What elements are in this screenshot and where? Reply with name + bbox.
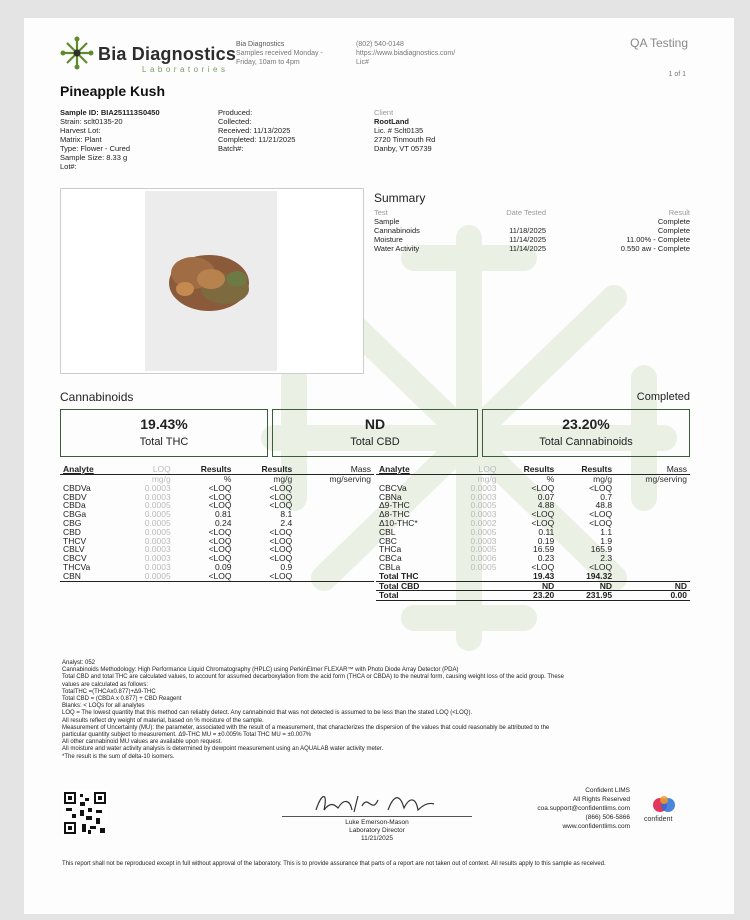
analyte-mass (295, 484, 374, 493)
analyte-name: CBLa (379, 561, 401, 572)
methodology-notes (62, 660, 682, 761)
analyte-row (376, 484, 690, 493)
analyte-name: CBG (63, 517, 82, 528)
col-loq: LOQ (449, 464, 499, 475)
report-page (24, 18, 734, 914)
lab-website[interactable]: https://www.biadiagnostics.com/ (356, 50, 456, 57)
analyte-mass (615, 493, 690, 502)
analyte-loq: 0.0006 (470, 553, 497, 564)
cannabinoids-status: Completed (636, 391, 690, 403)
note-line: values are calculated as follows: (62, 681, 149, 688)
analyte-pct: 0.24 (214, 517, 232, 528)
analyte-mass (295, 510, 374, 519)
analyte-mg: 2.3 (600, 553, 613, 564)
note-line: All results reflect dry weight of material, based on % moisture of the sample. (62, 717, 264, 724)
analyte-mass (615, 484, 690, 493)
total-pct: ND (499, 581, 557, 591)
summary-row (374, 235, 690, 244)
col-mass: Mass (615, 464, 690, 475)
analyte-mass (295, 554, 374, 563)
analyte-mg: <LOQ (589, 517, 613, 528)
analyte-loq: 0.0003 (144, 553, 171, 564)
analyte-loq: 0.0005 (470, 561, 497, 572)
sample-photo (145, 191, 277, 371)
col-results-pct: Results (499, 464, 557, 475)
sample-id: Sample ID: BIA251113S0450 (60, 108, 160, 117)
total-mg: ND (557, 581, 615, 591)
cannabinoids-title: Cannabinoids (60, 390, 134, 404)
analyte-name: CBNa (379, 491, 402, 502)
cannabis-flower-icon (145, 191, 277, 371)
total-pct: 23.20 (499, 591, 557, 601)
unit-pct: % (546, 474, 555, 484)
unit-mass: mg/serving (645, 474, 687, 484)
analyte-mass (615, 545, 690, 554)
note-line: Blanks: < LOQs for all analytes (62, 703, 145, 710)
qa-testing-label: QA Testing (630, 36, 688, 50)
analyte-mass (615, 537, 690, 546)
analyte-name: CBDVa (63, 482, 91, 493)
analyte-mg: <LOQ (269, 544, 293, 555)
col-analyte: Analyte (60, 464, 121, 475)
analyte-row (60, 572, 374, 581)
analyte-row (376, 519, 690, 528)
analyte-pct: 0.07 (537, 491, 555, 502)
analyte-pct: <LOQ (208, 491, 232, 502)
summary-date: 11/14/2025 (509, 235, 547, 244)
lab-name: Bia Diagnostics (236, 41, 285, 48)
analyte-mass (295, 537, 374, 546)
total-row (376, 572, 690, 581)
total-cannabinoids-box (482, 409, 690, 457)
note-line: TotalTHC =(THCAx0.877)+Δ9-THC (62, 688, 156, 695)
summary-result: 11.00% - Complete (626, 235, 690, 244)
analyte-pct: 0.09 (214, 561, 232, 572)
analyte-loq: 0.0005 (121, 572, 174, 581)
analyte-loq: 0.0003 (144, 491, 171, 502)
client-address-1: 2720 Tinmouth Rd (374, 135, 436, 144)
total-thc-label: Total THC (139, 436, 189, 448)
total-cannabinoids-value: 23.20% (562, 416, 610, 432)
analyte-loq: 0.0005 (470, 500, 497, 511)
analyte-name: Δ9-THC (379, 500, 410, 511)
col-analyte: Analyte (376, 464, 449, 475)
analyte-mass (295, 563, 374, 572)
analyte-pct: 0.19 (537, 535, 555, 546)
analyte-name: CBL (379, 526, 396, 537)
note-line: Total CBD = (CBDA x 0.877) + CBD Reagent (62, 696, 182, 703)
analyte-row (376, 545, 690, 554)
col-results-mg: Results (557, 464, 615, 475)
analyte-pct: <LOQ (174, 572, 235, 581)
analyte-mg: 1.9 (600, 535, 613, 546)
cannabinoid-table-left (60, 464, 374, 582)
page-number: 1 of 1 (668, 71, 686, 78)
unit-loq: mg/g (151, 474, 171, 484)
date-received: Received: 11/13/2025 (218, 126, 291, 135)
analyte-pct: <LOQ (208, 500, 232, 511)
analyte-loq: 0.0005 (144, 509, 171, 520)
sample-lot: Lot#: (60, 162, 77, 171)
analyte-mass (295, 528, 374, 537)
total-thc-value: 19.43% (140, 416, 188, 432)
analyte-mass (295, 519, 374, 528)
summary-col-test: Test (374, 208, 388, 217)
analyte-name: CBN (60, 572, 121, 581)
lims-name: Confident LIMS (585, 787, 630, 794)
analyte-mg: <LOQ (269, 482, 293, 493)
analyte-pct: <LOQ (208, 535, 232, 546)
analyte-name: THCVa (63, 561, 91, 572)
analyte-name: CBDa (63, 500, 86, 511)
signer-date: 11/21/2025 (360, 835, 394, 842)
footer-disclaimer: This report shall not be reproduced except in full without approval of the laboratory. This is to provide assurance that parts of a report are not taken out of context. All results apply to this sample as received. (62, 861, 606, 867)
analyte-name: THCa (379, 544, 402, 555)
total-cbd-label: Total CBD (350, 436, 400, 448)
summary-row (374, 226, 690, 235)
batch-number: Batch#: (218, 144, 244, 153)
analyte-name: CBC (379, 535, 397, 546)
note-line: Total CBD and total THC are calculated values, to account for assumed decarboxylation from the acid form (THCA or CBDA) to the neutral form, causing weight loss of the acid group. These (62, 674, 565, 681)
unit-loq: mg/g (477, 474, 497, 484)
summary-test: Water Activity (374, 244, 420, 253)
analyte-loq: 0.0002 (470, 517, 497, 528)
analyte-loq: 0.0005 (144, 517, 171, 528)
summary-row (374, 217, 690, 226)
analyte-pct: <LOQ (531, 509, 555, 520)
analyte-mass (615, 519, 690, 528)
analyte-mg: 8.1 (280, 509, 293, 520)
note-line: Measurement of Uncertainty (MU): the parameter, associated with the result of a measurement, that characterizes the dispersion of the values that could reasonably be attributed to the (62, 724, 550, 731)
note-line: All other cannabinoid MU values are available upon request. (62, 739, 223, 746)
client-address-2: Danby, VT 05739 (374, 144, 432, 153)
analyte-loq: 0.0003 (470, 535, 497, 546)
analyte-loq: 0.0003 (470, 482, 497, 493)
client-name: RootLand (374, 117, 409, 126)
date-produced: Produced: (218, 108, 253, 117)
total-mg: 231.95 (557, 591, 615, 601)
lims-website[interactable]: www.confidentlims.com (562, 823, 630, 830)
summary-row (374, 244, 690, 253)
summary-table (374, 208, 690, 253)
analyte-name: CBCV (63, 553, 87, 564)
analyte-pct: 0.11 (538, 526, 555, 537)
analyte-mass (295, 545, 374, 554)
summary-result: 0.550 aw - Complete (620, 244, 690, 253)
product-name: Pineapple Kush (60, 83, 166, 99)
analyte-mg: <LOQ (269, 500, 293, 511)
lims-email[interactable]: coa.support@confidentlims.com (537, 805, 630, 812)
analyte-pct: <LOQ (531, 561, 555, 572)
note-line: Analyst: 052 (62, 660, 96, 666)
note-line: All moisture and water activity analysis is determined by dewpoint measurement using an AQUALAB water activity meter. (62, 746, 384, 753)
analyte-mg: <LOQ (269, 526, 293, 537)
analyte-mg: <LOQ (234, 572, 295, 581)
summary-date (459, 217, 562, 226)
analyte-loq: 0.0003 (144, 561, 171, 572)
col-mass: Mass (295, 464, 374, 475)
total-name: Total (376, 591, 449, 601)
bia-logo-icon (60, 36, 94, 70)
client-label: Client (374, 108, 394, 117)
analyte-pct: 0.81 (214, 509, 232, 520)
analyte-mg: 165.9 (590, 544, 613, 555)
analyte-mg: <LOQ (589, 482, 613, 493)
analyte-pct: 0.23 (537, 553, 555, 564)
summary-test: Moisture (374, 235, 403, 244)
analyte-loq: 0.0005 (470, 544, 497, 555)
col-results-mg: Results (234, 464, 295, 475)
analyte-loq: 0.0003 (144, 535, 171, 546)
analyte-row (376, 528, 690, 537)
total-cbd-box (272, 409, 478, 457)
analyte-name: Δ8-THC (379, 509, 410, 520)
analyte-mg: 48.8 (595, 500, 613, 511)
summary-col-date: Date Tested (506, 208, 547, 217)
signature-icon (310, 788, 440, 818)
analyte-loq: 0.0003 (144, 544, 171, 555)
analyte-pct: <LOQ (531, 482, 555, 493)
analyte-mass (615, 501, 690, 510)
analyte-mass (615, 528, 690, 537)
sample-strain: Strain: sclt0135-20 (60, 117, 123, 126)
summary-test: Cannabinoids (374, 226, 420, 235)
analyte-pct: 16.59 (533, 544, 555, 555)
analyte-pct: <LOQ (531, 517, 555, 528)
analyte-loq: 0.0005 (144, 500, 171, 511)
signer-title: Laboratory Director (349, 827, 405, 834)
summary-result: Complete (657, 217, 690, 226)
lab-hours-2: Friday, 10am to 4pm (236, 59, 300, 66)
analyte-name: CBCVa (379, 482, 407, 493)
total-mass: 0.00 (615, 591, 690, 601)
total-row (376, 591, 690, 601)
analyte-pct: <LOQ (208, 526, 232, 537)
note-line: LOQ = The lowest quantity that this method can reliably detect. Any cannabinoid that was not detected is assumed to be less than the stated LOQ (<LOQ). (62, 710, 473, 717)
analyte-pct: <LOQ (208, 553, 232, 564)
col-results-pct: Results (174, 464, 235, 475)
summary-date: 11/18/2025 (509, 226, 547, 235)
summary-test: Sample (374, 217, 400, 226)
summary-col-result: Result (668, 208, 690, 217)
total-name: Total THC (376, 572, 449, 581)
analyte-name: Δ10-THC* (379, 517, 418, 528)
analyte-row (376, 493, 690, 502)
col-loq: LOQ (121, 464, 174, 475)
analyte-loq: 0.0003 (470, 509, 497, 520)
total-cannabinoids-label: Total Cannabinoids (539, 436, 633, 448)
lims-phone: (866) 506-5866 (585, 814, 630, 821)
analyte-loq: 0.0005 (470, 526, 497, 537)
analyte-mg: <LOQ (269, 535, 293, 546)
analyte-mass (295, 493, 374, 502)
total-thc-box (60, 409, 268, 457)
lab-license: Lic# (356, 59, 369, 66)
analyte-name: THCV (63, 535, 87, 546)
analyte-name: CBDV (63, 491, 87, 502)
note-line: particular quantity subject to measurement. Δ9-THC MU = ±0.005% Total THC MU = ±0.007% (62, 732, 312, 739)
total-mass: ND (615, 581, 690, 591)
confident-brand: confident (644, 816, 673, 823)
summary-title: Summary (374, 191, 426, 205)
unit-mg: mg/g (593, 474, 613, 484)
qr-code-icon[interactable] (62, 790, 108, 836)
analyte-pct: <LOQ (208, 544, 232, 555)
lab-hours-1: Samples received Monday - (236, 50, 323, 57)
analyte-name: CBGa (63, 509, 87, 520)
confident-logo-icon (652, 794, 676, 816)
date-collected: Collected: (218, 117, 252, 126)
analyte-mg: 0.9 (280, 561, 293, 572)
client-license: Lic. # Sclt0135 (374, 126, 424, 135)
total-mg: 194.32 (557, 572, 615, 581)
total-pct: 19.43 (499, 572, 557, 581)
analyte-mg: <LOQ (269, 553, 293, 564)
total-mass (615, 572, 690, 581)
analyte-pct: 4.88 (537, 500, 555, 511)
lab-phone: (802) 540-0148 (356, 41, 404, 48)
brand-name: Bia Diagnostics (98, 44, 237, 64)
sample-size: Sample Size: 8.33 g (60, 153, 128, 162)
analyte-mass (615, 563, 690, 572)
date-completed: Completed: 11/21/2025 (218, 135, 296, 144)
analyte-loq: 0.0003 (144, 482, 171, 493)
sample-type: Type: Flower - Cured (60, 144, 131, 153)
analyte-mass (295, 572, 374, 581)
analyte-name: CBLV (63, 544, 85, 555)
analyte-name: CBCa (379, 553, 402, 564)
analyte-mg: 1.1 (600, 526, 613, 537)
sample-harvest: Harvest Lot: (60, 126, 101, 135)
analyte-mg: <LOQ (589, 509, 613, 520)
analyte-mg: <LOQ (269, 491, 293, 502)
unit-mg: mg/g (273, 474, 293, 484)
sample-photo-frame (60, 188, 364, 374)
analyte-pct: <LOQ (208, 482, 232, 493)
analyte-mg: 0.7 (600, 491, 613, 502)
lims-rights: All Rights Reserved (572, 796, 630, 803)
total-cbd-value: ND (364, 416, 386, 432)
analyte-name: CBD (63, 526, 81, 537)
total-name: Total CBD (376, 581, 449, 591)
unit-pct: % (223, 474, 232, 484)
summary-date: 11/14/2025 (509, 244, 547, 253)
analyte-mass (615, 554, 690, 563)
analyte-mass (295, 501, 374, 510)
unit-mass: mg/serving (329, 474, 371, 484)
note-line: Cannabinoids Methodology: High Performance Liquid Chromatography (HPLC) using PerkinElmer FLEXAR™ with Photo Diode Array Detector (PDA) (62, 667, 459, 674)
sample-matrix: Matrix: Plant (60, 135, 102, 144)
signer-name: Luke Emerson-Mason (345, 819, 409, 826)
analyte-mg: <LOQ (589, 561, 613, 572)
brand-sub: Laboratories (142, 65, 229, 74)
analyte-loq: 0.0003 (470, 491, 497, 502)
note-line: *The result is the sum of delta-10 isomers. (62, 753, 175, 760)
analyte-mg: 2.4 (280, 517, 293, 528)
analyte-loq: 0.0005 (144, 526, 171, 537)
analyte-mass (615, 510, 690, 519)
cannabinoid-table-right (376, 464, 690, 601)
summary-result: Complete (657, 226, 690, 235)
